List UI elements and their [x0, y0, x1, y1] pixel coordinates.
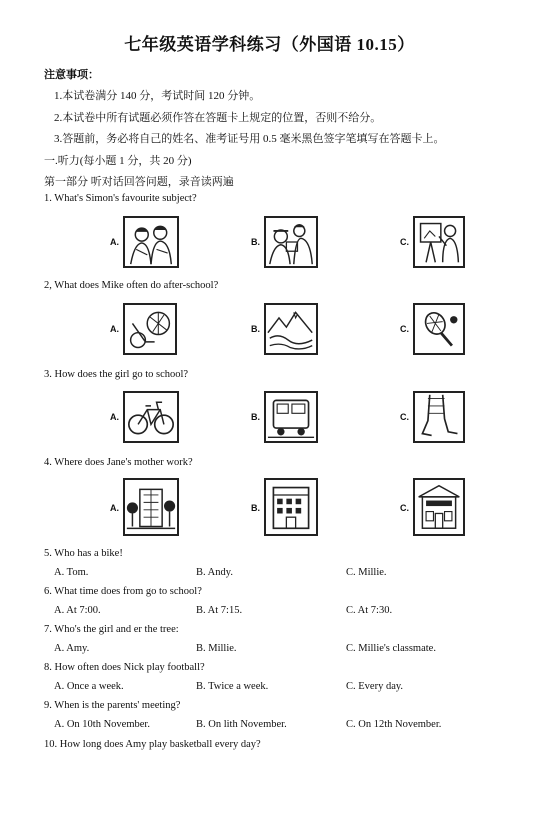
- option-text: B. At 7:15.: [196, 605, 243, 616]
- question-text: 10. How long does Amy play basketball every day?: [44, 739, 261, 750]
- question-text: 9. When is the parents' meeting?: [44, 700, 181, 711]
- people-science-icon: [264, 216, 318, 268]
- option-label: B.: [251, 237, 260, 247]
- question-text: 1. What's Simon's favourite subject?: [44, 193, 197, 204]
- option-text: C. Millie's classmate.: [346, 643, 436, 654]
- landscape-icon: [264, 303, 318, 355]
- question-text: 3. How does the girl go to school?: [44, 369, 189, 380]
- option-text: B. Twice a week.: [196, 681, 269, 692]
- option-text: B. On lith November.: [196, 719, 287, 730]
- option-text: A. On 10th November.: [54, 719, 150, 730]
- shop-building-icon: [413, 478, 465, 536]
- option-label: B.: [251, 503, 260, 513]
- option-text: C. On 12th November.: [346, 719, 442, 730]
- people-talking-icon: [123, 216, 179, 268]
- painter-easel-icon: [413, 216, 465, 268]
- option-text: C. Every day.: [346, 681, 404, 692]
- note-item: 2.本试卷中所有试题必须作答在答题卡上规定的位置，否则不给分。: [54, 112, 382, 124]
- option-label: B.: [251, 324, 260, 334]
- option-label: C.: [400, 237, 409, 247]
- tennis-racket-icon: [413, 303, 465, 355]
- bicycle-icon: [123, 391, 179, 443]
- option-label: B.: [251, 412, 260, 422]
- option-text: C. Millie.: [346, 567, 387, 578]
- bus-icon: [264, 391, 318, 443]
- option-text: B. Millie.: [196, 643, 237, 654]
- option-label: C.: [400, 324, 409, 334]
- part-heading: 第一部分 听对话回答问题，录音读两遍: [44, 176, 234, 188]
- option-label: C.: [400, 412, 409, 422]
- building-trees-icon: [123, 478, 179, 536]
- option-text: B. Andy.: [196, 567, 233, 578]
- note-item: 3.答题前，务必将自己的姓名、准考证号用 0.5 毫米黑色签字笔填写在答题卡上。: [54, 133, 445, 145]
- office-building-icon: [264, 478, 318, 536]
- notes-heading: 注意事项：: [44, 69, 99, 81]
- option-label: A.: [110, 503, 119, 513]
- option-text: A. Tom.: [54, 567, 89, 578]
- option-label: A.: [110, 237, 119, 247]
- option-text: C. At 7:30.: [346, 605, 393, 616]
- option-label: A.: [110, 412, 119, 422]
- option-text: A. Amy.: [54, 643, 90, 654]
- option-text: A. At 7:00.: [54, 605, 101, 616]
- option-text: A. Once a week.: [54, 681, 124, 692]
- option-label: A.: [110, 324, 119, 334]
- question-text: 7. Who's the girl and er the tree:: [44, 624, 179, 635]
- question-text: 8. How often does Nick play football?: [44, 662, 205, 673]
- question-text: 5. Who has a bike!: [44, 548, 123, 559]
- option-label: C.: [400, 503, 409, 513]
- note-item: 1.本试卷满分 140 分，考试时间 120 分钟。: [54, 90, 261, 102]
- section-heading: 一.听力(每小题 1 分，共 20 分): [44, 155, 192, 167]
- question-text: 4. Where does Jane's mother work?: [44, 457, 193, 468]
- walking-legs-icon: [413, 391, 465, 443]
- question-text: 6. What time does from go to school?: [44, 586, 202, 597]
- bike-ball-icon: [123, 303, 177, 355]
- question-text: 2, What does Mike often do after-school?: [44, 280, 219, 291]
- page-title: 七年级英语学科练习（外国语 10.15）: [124, 35, 415, 54]
